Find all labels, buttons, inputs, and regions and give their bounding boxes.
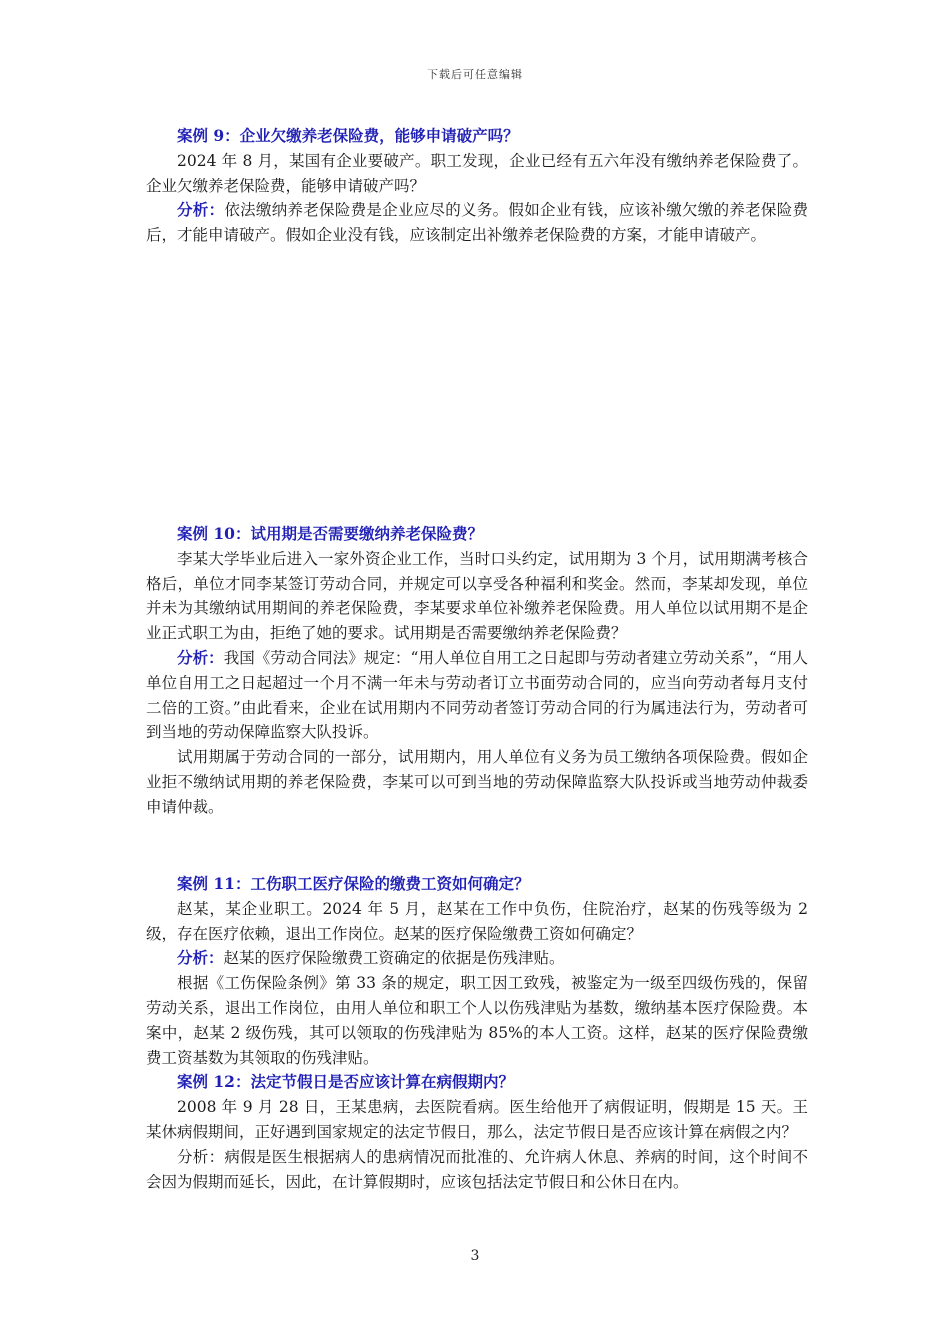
case-11-analysis [146,946,808,971]
case-9-title: 案例 9：企业欠缴养老保险费，能够申请破产吗？ [177,126,519,145]
case-12-title: 案例 12：法定节假日是否应该计算在病假期内？ [177,1072,514,1092]
page-header: 下载后可任意编辑 [427,68,523,81]
case-10-analysis [146,646,808,745]
case-11-title: 案例 11：工伤职工医疗保险的缴费工资如何确定？ [177,874,530,893]
analysis-label: 分析： [177,948,224,968]
case-11-section [146,872,808,1194]
case-12-body: 2008 年 9 月 28 日，王某患病，去医院看病。医生给他开了病假证明，假期是 15 天。王某休病假期间，正好遇到国家规定的法定节假日，那么，法定节假日是否应该计算在病假之内？ [146,1098,808,1141]
case-10-title: 案例 10：试用期是否需要缴纳养老保险费？ [177,524,483,543]
case-11-analysis-continued: 根据《工伤保险条例》第 33 条的规定，职工因工致残，被鉴定为一级至四级伤残的，保留劳动关系，退出工作岗位，由用人单位和职工个人以伤残津贴为基数，缴纳基本医疗保险费。本案中，赵某 2 级伤残，其可以领取的伤残津贴为 85%的本人工资。这样，赵某的医疗保险费缴费工资基数为其领取的伤残津贴。 [146,974,808,1067]
case-12-analysis: 分析：病假是医生根据病人的患病情况而批准的、允许病人休息、养病的时间，这个时间不会因为假期而延长，因此，在计算假期时，应该包括法定节假日和公休日在内。 [146,1147,808,1191]
case-9-analysis-text: 依法缴纳养老保险费是企业应尽的义务。假如企业有钱，应该补缴欠缴的养老保险费后，才能申请破产。假如企业没有钱，应该制定出补缴养老保险费的方案，才能申请破产。 [146,201,808,245]
analysis-label: 分析： [177,200,225,220]
page-number: 3 [470,1248,480,1264]
case-9-section [146,124,808,248]
case-10-body: 李某大学毕业后进入一家外资企业工作，当时口头约定，试用期为 3 个月，试用期满考核合格后，单位才同李某签订劳动合同，并规定可以享受各种福利和奖金。然而，李某却发现，单位并未为其缴纳试用期间的养老保险费，李某要求单位补缴养老保险费。用人单位以试用期不是企业正式职工为由，拒绝了她的要求。试用期是否需要缴纳养老保险费？ [146,549,808,643]
analysis-label: 分析： [177,647,224,667]
case-11-body: 赵某，某企业职工。2024 年 5 月，赵某在工作中负伤，住院治疗，赵某的伤残等级为 2 级，存在医疗依赖，退出工作岗位。赵某的医疗保险缴费工资如何确定？ [146,899,808,943]
case-10-analysis-continued: 试用期属于劳动合同的一部分，试用期内，用人单位有义务为员工缴纳各项保险费。假如企业拒不缴纳试用期的养老保险费，李某可以可到当地的劳动保障监察大队投诉或当地劳动仲裁委申请仲裁。 [146,748,808,816]
case-9-analysis [146,198,808,248]
case-11-analysis-text: 赵某的医疗保险缴费工资确定的依据是伤残津贴。 [223,949,565,968]
case-10-section [146,522,808,820]
case-9-body: 2024 年 8 月，某国有企业要破产。职工发现，企业已经有五六年没有缴纳养老保险费了。企业欠缴养老保险费，能够申请破产吗？ [146,151,808,195]
case-10-analysis-text: 我国《劳动合同法》规定：“用人单位自用工之日起即与劳动者建立劳动关系”，“用人单位自用工之日起超过一个月不满一年未与劳动者订立书面劳动合同的，应当向劳动者每月支付二倍的工资。”由此看来，企业在试用期内不同劳动者签订劳动合同的行为属违法行为，劳动者可到当地的劳动保障监察大队投诉。 [146,648,808,742]
